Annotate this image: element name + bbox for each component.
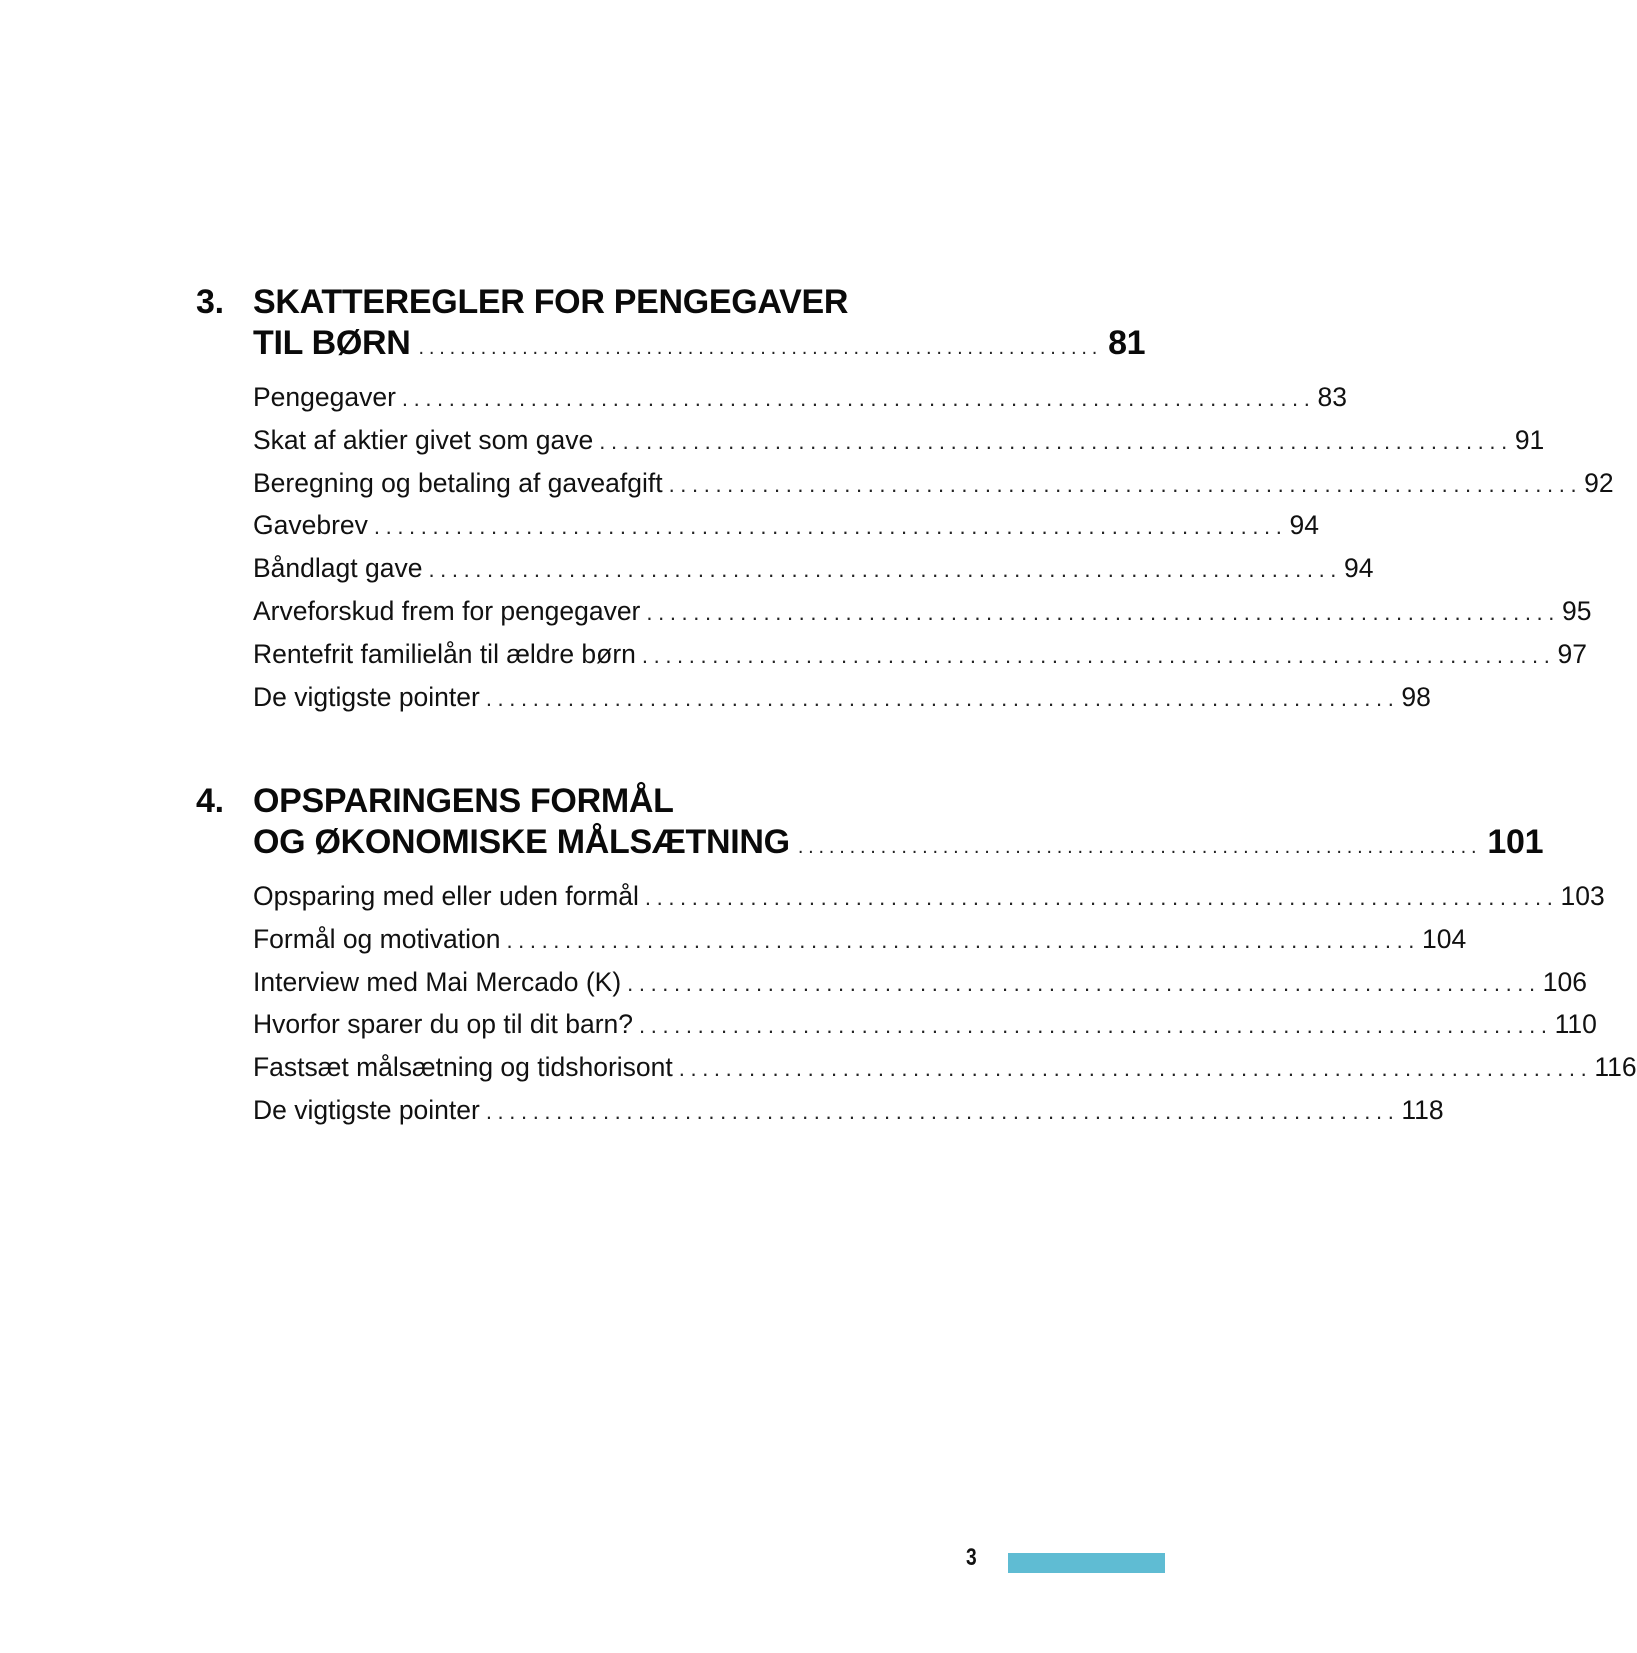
toc-entry[interactable] (253, 420, 1545, 463)
entry-title: Pengegaver (253, 382, 396, 412)
entry-page: 104 (1422, 923, 1467, 954)
toc-entry[interactable] (253, 876, 1605, 919)
toc-section-3 (196, 282, 1614, 719)
section-title-line1: OPSPARINGENS FORMÅL (253, 782, 674, 820)
entry-page: 94 (1289, 510, 1319, 541)
dot-leader: .............................................................................. (428, 557, 1343, 583)
toc-entry[interactable] (253, 1004, 1597, 1047)
dot-leader: .............................................................................. (627, 970, 1541, 996)
entry-title: Interview med Mai Mercado (K) (253, 966, 622, 997)
entry-page: 106 (1542, 966, 1587, 997)
entry-page: 95 (1561, 595, 1592, 626)
section-page: 81 (1108, 324, 1146, 362)
dot-leader: .................................................................. (418, 337, 1103, 359)
dot-leader: .............................................................................. (485, 685, 1400, 711)
toc-entry[interactable] (253, 1047, 1637, 1090)
accent-bar (1008, 1553, 1165, 1573)
entry-page: 98 (1401, 681, 1431, 712)
dot-leader: .................................................................. (797, 836, 1482, 858)
section-heading (196, 781, 1544, 868)
entry-page: 110 (1554, 1009, 1597, 1040)
dot-leader: .............................................................................. (668, 471, 1583, 497)
toc-entry[interactable] (253, 634, 1587, 677)
section-title-line2: OG ØKONOMISKE MÅLSÆTNING (253, 823, 790, 861)
dot-leader: .............................................................................. (506, 927, 1420, 953)
entry-list (253, 377, 1614, 719)
toc-entry[interactable] (253, 962, 1587, 1005)
entry-title: Beregning og betaling af gaveafgift (253, 467, 663, 498)
toc-entry[interactable] (253, 505, 1319, 548)
toc-entry[interactable] (253, 677, 1431, 720)
entry-title: De vigtigste pointer (253, 1094, 480, 1125)
entry-title: Hvorfor sparer du op til dit barn? (253, 1009, 634, 1040)
entry-page: 97 (1557, 638, 1587, 669)
dot-leader: .............................................................................. (401, 386, 1316, 411)
entry-title: Gavebrev (253, 510, 368, 541)
entry-title: De vigtigste pointer (253, 681, 480, 712)
dot-leader: .............................................................................. (639, 1013, 1553, 1039)
dot-leader: .............................................................................. (644, 885, 1559, 910)
dot-leader: .............................................................................. (646, 599, 1560, 625)
entry-title: Opsparing med eller uden formål (253, 881, 639, 911)
dot-leader: .............................................................................. (678, 1056, 1593, 1082)
section-title-line1: SKATTEREGLER FOR PENGEGAVER (253, 283, 849, 321)
dot-leader: .............................................................................. (373, 514, 1288, 540)
dot-leader: .............................................................................. (641, 642, 1556, 668)
entry-title: Skat af aktier givet som gave (253, 424, 594, 455)
entry-title: Båndlagt gave (253, 553, 423, 584)
dot-leader: .............................................................................. (485, 1098, 1400, 1124)
section-title-line2: TIL BØRN (253, 324, 411, 362)
dot-leader: .............................................................................. (599, 428, 1513, 454)
entry-title: Formål og motivation (253, 923, 501, 954)
toc-entry[interactable] (253, 463, 1614, 506)
entry-page: 118 (1401, 1094, 1444, 1125)
page-number: 3 (966, 1544, 977, 1571)
entry-page: 92 (1584, 467, 1614, 498)
section-number: 4. (196, 782, 224, 820)
entry-page: 103 (1560, 881, 1605, 911)
toc-entry[interactable] (253, 377, 1347, 420)
entry-page: 94 (1344, 553, 1374, 584)
toc-section-4 (196, 781, 1637, 1133)
entry-page: 116 (1594, 1052, 1637, 1083)
toc-entry[interactable] (253, 1090, 1444, 1133)
entry-title: Fastsæt målsætning og tidshorisont (253, 1052, 673, 1083)
section-page: 101 (1487, 823, 1544, 861)
toc-entry[interactable] (253, 548, 1374, 591)
entry-list (253, 876, 1637, 1133)
toc-entry[interactable] (253, 591, 1592, 634)
section-number: 3. (196, 283, 224, 321)
entry-page: 91 (1514, 424, 1545, 455)
entry-page: 83 (1317, 382, 1347, 412)
entry-title: Arveforskud frem for pengegaver (253, 595, 641, 626)
section-heading (196, 282, 1146, 369)
toc-entry[interactable] (253, 919, 1467, 962)
entry-title: Rentefrit familielån til ældre børn (253, 638, 636, 669)
